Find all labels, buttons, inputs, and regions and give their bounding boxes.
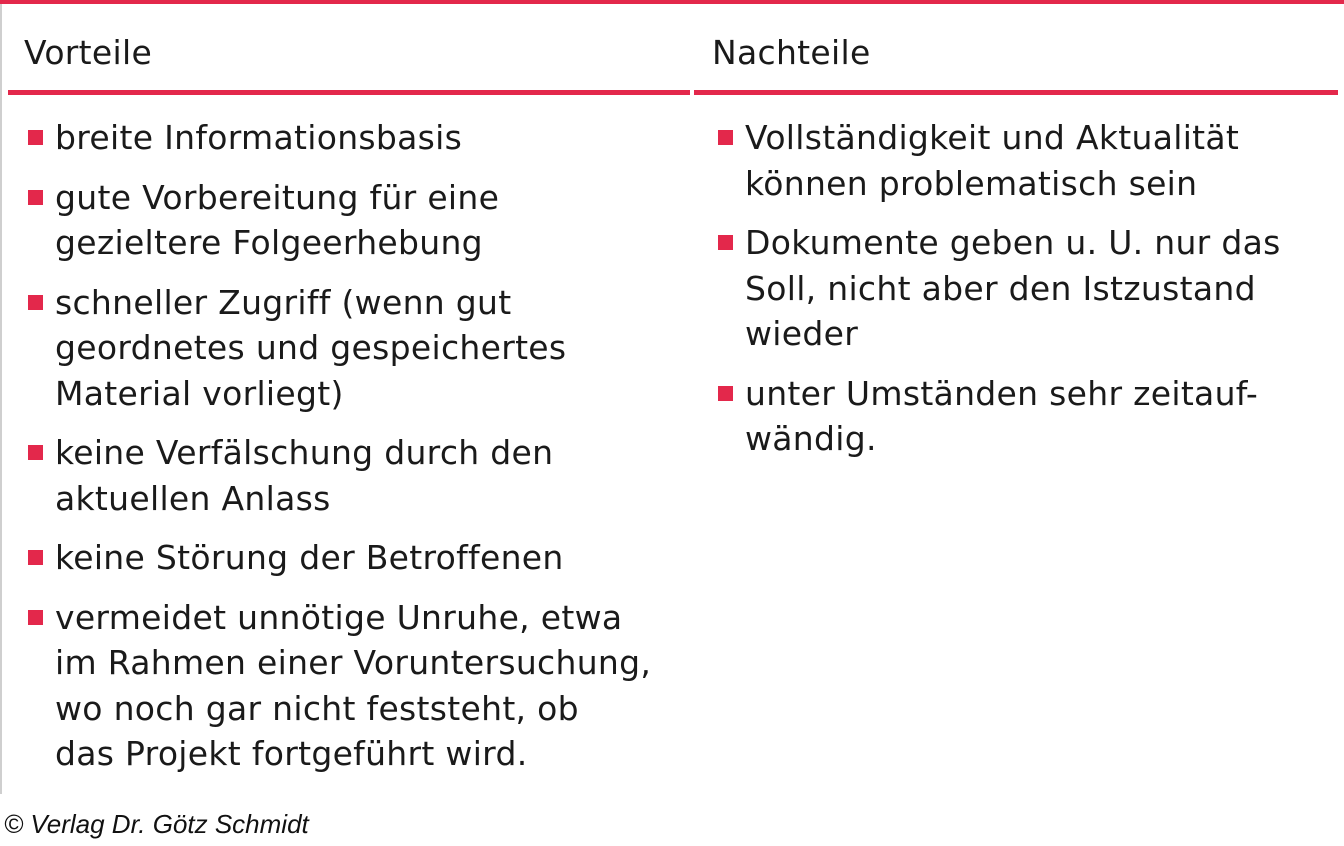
vorteil-item bbox=[26, 175, 686, 266]
vorteil-item-line: gute Vorbereitung für eine bbox=[55, 177, 500, 217]
nachteil-item-line: Dokumente geben u. U. nur das bbox=[745, 223, 1281, 262]
square-bullet-icon bbox=[28, 550, 43, 565]
header-rule-right bbox=[694, 90, 1338, 95]
table-left-border bbox=[0, 4, 2, 794]
vorteil-item bbox=[26, 280, 686, 417]
nachteil-item bbox=[716, 115, 1336, 206]
vorteil-item-line: Material vorliegt) bbox=[55, 373, 344, 413]
header-vorteile: Vorteile bbox=[24, 33, 153, 72]
vorteil-item bbox=[26, 535, 686, 581]
square-bullet-icon bbox=[28, 130, 43, 145]
vorteil-item-line: das Projekt fortgeführt wird. bbox=[55, 734, 528, 773]
vorteil-item bbox=[26, 115, 686, 161]
copyright-notice: © Verlag Dr. Götz Schmidt bbox=[4, 809, 309, 839]
square-bullet-icon bbox=[718, 386, 733, 401]
header-rule-left bbox=[8, 90, 690, 95]
vorteil-item-line: keine Störung der Betroffenen bbox=[55, 538, 564, 577]
vorteil-item-line: keine Verfälschung durch den bbox=[55, 433, 554, 472]
vorteil-item-line: schneller Zugriff (wenn gut bbox=[55, 282, 512, 322]
nachteil-item bbox=[716, 220, 1336, 357]
nachteil-item-line: wändig. bbox=[745, 419, 877, 458]
vorteil-item-line: aktuellen Anlass bbox=[55, 478, 331, 518]
nachteil-item-line: Vollständigkeit und Aktualität bbox=[745, 118, 1240, 157]
nachteil-item-line: unter Umständen sehr zeitauf- bbox=[745, 373, 1259, 413]
square-bullet-icon bbox=[718, 235, 733, 250]
vorteil-item bbox=[26, 430, 686, 521]
square-bullet-icon bbox=[28, 295, 43, 310]
square-bullet-icon bbox=[718, 130, 733, 145]
vorteil-item bbox=[26, 595, 686, 777]
vorteil-item-line: wo noch gar nicht feststeht, ob bbox=[55, 688, 579, 728]
top-rule bbox=[0, 0, 1344, 4]
header-nachteile: Nachteile bbox=[712, 33, 871, 72]
vorteil-item-line: geordnetes und gespeichertes bbox=[55, 328, 567, 367]
square-bullet-icon bbox=[28, 190, 43, 205]
nachteil-item-line: können problematisch sein bbox=[745, 163, 1198, 203]
square-bullet-icon bbox=[28, 445, 43, 460]
square-bullet-icon bbox=[28, 610, 43, 625]
vorteile-list bbox=[26, 115, 686, 791]
vorteil-item-line: gezieltere Folgeerhebung bbox=[55, 223, 483, 262]
vorteil-item-line: im Rahmen einer Voruntersuchung, bbox=[55, 643, 652, 682]
nachteile-list bbox=[716, 115, 1336, 476]
vorteil-item-line: vermeidet unnötige Unruhe, etwa bbox=[55, 597, 623, 637]
nachteil-item-line: Soll, nicht aber den Istzustand bbox=[745, 268, 1256, 308]
nachteil-item bbox=[716, 371, 1336, 462]
nachteil-item-line: wieder bbox=[745, 314, 859, 353]
vorteil-item-line: breite Informationsbasis bbox=[55, 118, 463, 157]
